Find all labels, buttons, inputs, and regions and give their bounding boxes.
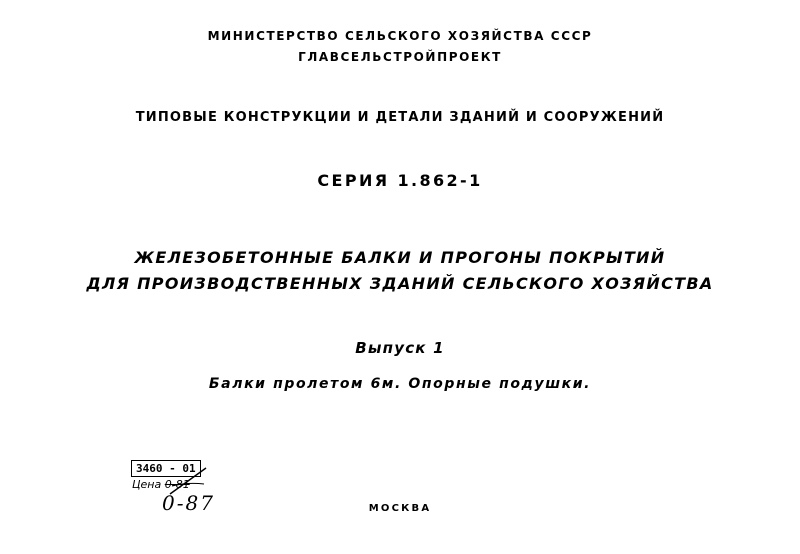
price-old-value: 0-81 (164, 478, 190, 491)
issue-number: Выпуск 1 (355, 339, 445, 357)
price-label: Цена (132, 478, 162, 491)
publication-city: МОСКВА (368, 503, 432, 514)
document-title-line-2: ДЛЯ ПРОИЗВОДСТВЕННЫХ ЗДАНИЙ СЕЛЬСКОГО ХОЗЯЙСТВА (86, 274, 714, 293)
department-name: ГЛАВСЕЛЬСТРОЙПРОЕКТ (298, 50, 502, 64)
catalog-code-stamp: 3460 - 01 (131, 460, 201, 477)
document-title-line-1: ЖЕЛЕЗОБЕТОННЫЕ БАЛКИ И ПРОГОНЫ ПОКРЫТИЙ (134, 248, 666, 267)
price-new-value: 0-87 (162, 491, 215, 515)
ministry-name: МИНИСТЕРСТВО СЕЛЬСКОГО ХОЗЯЙСТВА СССР (207, 29, 593, 43)
collection-title: ТИПОВЫЕ КОНСТРУКЦИИ И ДЕТАЛИ ЗДАНИЙ И СООРУЖЕНИЙ (135, 110, 665, 125)
series-number: СЕРИЯ 1.862-1 (317, 171, 483, 190)
issue-subject: Балки пролетом 6м. Опорные подушки. (208, 376, 592, 392)
